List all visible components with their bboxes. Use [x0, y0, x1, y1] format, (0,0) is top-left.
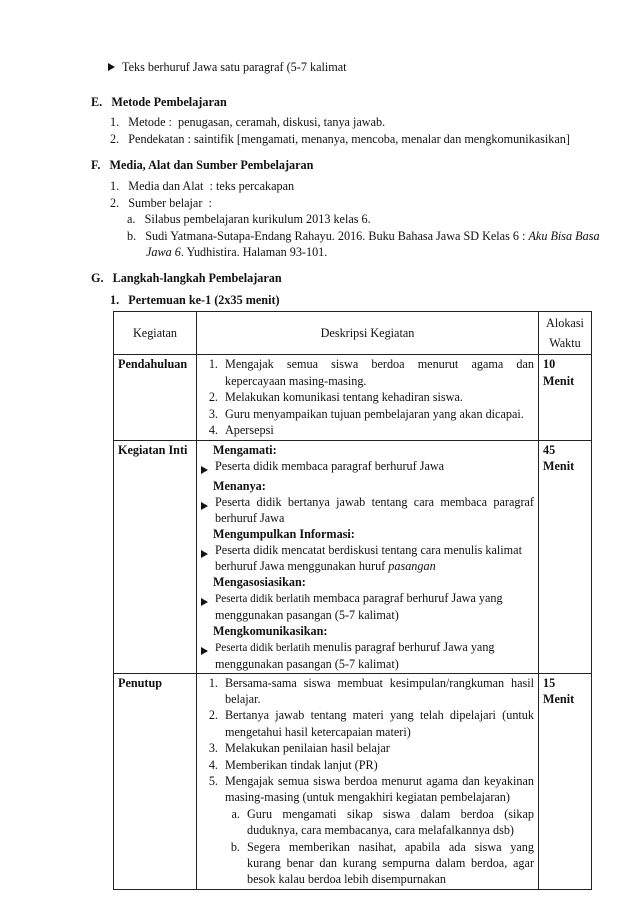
section-f-item-1: 1. Media dan Alat : teks percakapan [110, 179, 295, 193]
penutup-desc [197, 673, 539, 889]
list-item: 2. Bertanya jawab tentang materi yang telah dipelajari (untuk mengetahui hasil ketercapaian materi) [221, 707, 534, 740]
section-e-item-1: 1. Metode : penugasan, ceramah, diskusi, tanya jawab. [110, 115, 386, 129]
pendahuluan-label: Pendahuluan [114, 355, 197, 441]
section-f-heading: F. Media, Alat dan Sumber Pembelajaran [91, 158, 314, 172]
list-item: 1. Mengajak semua siswa berdoa menurut agama dan kepercayaan masing-masing. [221, 356, 534, 389]
list-item: b. Segera memberikan nasihat, apabila ada siswa yang kurang benar dan kurang sempurna dalam berdoa, agar besok kalau berdoa lebih disempurnakan [243, 839, 534, 888]
header-alokasi: Alokasi Waktu [539, 312, 592, 355]
section-f-sub-a: a. Silabus pembelajaran kurikulum 2013 kelas 6. [127, 212, 371, 226]
book-title-cont: Jawa 6 [146, 245, 181, 259]
inti-time: 45 Menit [539, 440, 592, 673]
list-item: Peserta didik membaca paragraf berhuruf Jawa [201, 458, 534, 478]
mengamati-heading: Mengamati: [213, 442, 277, 457]
menanya-heading: Menanya: [213, 478, 266, 493]
arrow-bullet-icon [201, 647, 208, 655]
table-header-row [114, 312, 592, 355]
arrow-bullet-icon [108, 63, 115, 71]
asosiasi-heading: Mengasosiasikan: [213, 574, 306, 589]
sub-b-publisher: . Yudhistira. Halaman 93-101. [180, 245, 328, 259]
section-f-sub-b [127, 228, 600, 244]
list-item: Peserta didik berlatih membaca paragraf berhuruf Jawa yang menggunakan pasangan (5-7 kalimat) [201, 590, 534, 623]
book-title: Aku Bisa Basa [528, 229, 600, 243]
list-item: Peserta didik mencatat berdiskusi tentang cara menulis kalimat berhuruf Jawa menggunakan huruf pasangan [201, 542, 534, 574]
arrow-bullet-icon [201, 550, 208, 558]
sub-b-text: b. Sudi Yatmana-Sutapa-Endang Rahayu. 2016. Buku Bahasa Jawa SD Kelas 6 : [127, 229, 526, 243]
list-item: 4. Apersepsi [221, 422, 534, 439]
header-kegiatan: Kegiatan [114, 312, 197, 355]
top-bullet [108, 59, 347, 75]
section-e-item-2: 2. Pendekatan : saintifik [mengamati, menanya, mencoba, menalar dan mengkomunikasikan] [110, 132, 570, 146]
inti-desc [197, 440, 539, 673]
activity-table [113, 311, 592, 890]
table-row-penutup [114, 673, 592, 889]
komunikasi-heading: Mengkomunikasikan: [213, 623, 328, 638]
arrow-bullet-icon [201, 502, 208, 510]
top-bullet-text: Teks berhuruf Jawa satu paragraf (5-7 kalimat [122, 60, 347, 74]
arrow-bullet-icon [201, 598, 208, 606]
inti-label: Kegiatan Inti [114, 440, 197, 673]
list-item: 5. Mengajak semua siswa berdoa menurut agama dan keyakinan masing-masing (untuk mengakhiri kegiatan pembelajaran) a. Guru mengamati sikap siswa dalam berdoa (sikap duduknya, cara membacanya, cara melafalkannya dsb) b. Segera memberikan nasihat, apabila ada siswa yang kurang benar dan kurang sempurna dalam berdoa, agar besok kalau berdoa lebih disempurnakan [221, 773, 534, 888]
list-item: 2. Melakukan komunikasi tentang kehadiran siswa. [221, 389, 534, 406]
penutup-time: 15 Menit [539, 673, 592, 889]
section-f-sub-b-cont [146, 244, 327, 260]
list-item: 4. Memberikan tindak lanjut (PR) [221, 757, 534, 773]
header-deskripsi: Deskripsi Kegiatan [197, 312, 539, 355]
info-heading: Mengumpulkan Informasi: [213, 526, 355, 541]
arrow-bullet-icon [201, 466, 208, 474]
list-item: 3. Melakukan penilaian hasil belajar [221, 740, 534, 756]
section-f-item-2: 2. Sumber belajar : [110, 196, 212, 210]
penutup-label: Penutup [114, 673, 197, 889]
pendahuluan-desc [197, 355, 539, 441]
list-item: 1. Bersama-sama siswa membuat kesimpulan/rangkuman hasil belajar. [221, 675, 534, 708]
section-e-heading: E. Metode Pembelajaran [91, 95, 227, 109]
list-item: 3. Guru menyampaikan tujuan pembelajaran yang akan dicapai. [221, 406, 534, 423]
meeting-heading: 1. Pertemuan ke-1 (2x35 menit) [110, 293, 280, 307]
list-item: a. Guru mengamati sikap siswa dalam berdoa (sikap duduknya, cara membacanya, cara melafalkannya dsb) [243, 806, 534, 839]
table-row-inti [114, 440, 592, 673]
list-item: Peserta didik berlatih menulis paragraf berhuruf Jawa yang menggunakan pasangan (5-7 kalimat) [201, 639, 534, 672]
table-row-pendahuluan [114, 355, 592, 441]
pendahuluan-time: 10 Menit [539, 355, 592, 441]
section-g-heading: G. Langkah-langkah Pembelajaran [91, 271, 282, 285]
list-item: Peserta didik bertanya jawab tentang cara membaca paragraf berhuruf Jawa [201, 494, 534, 526]
